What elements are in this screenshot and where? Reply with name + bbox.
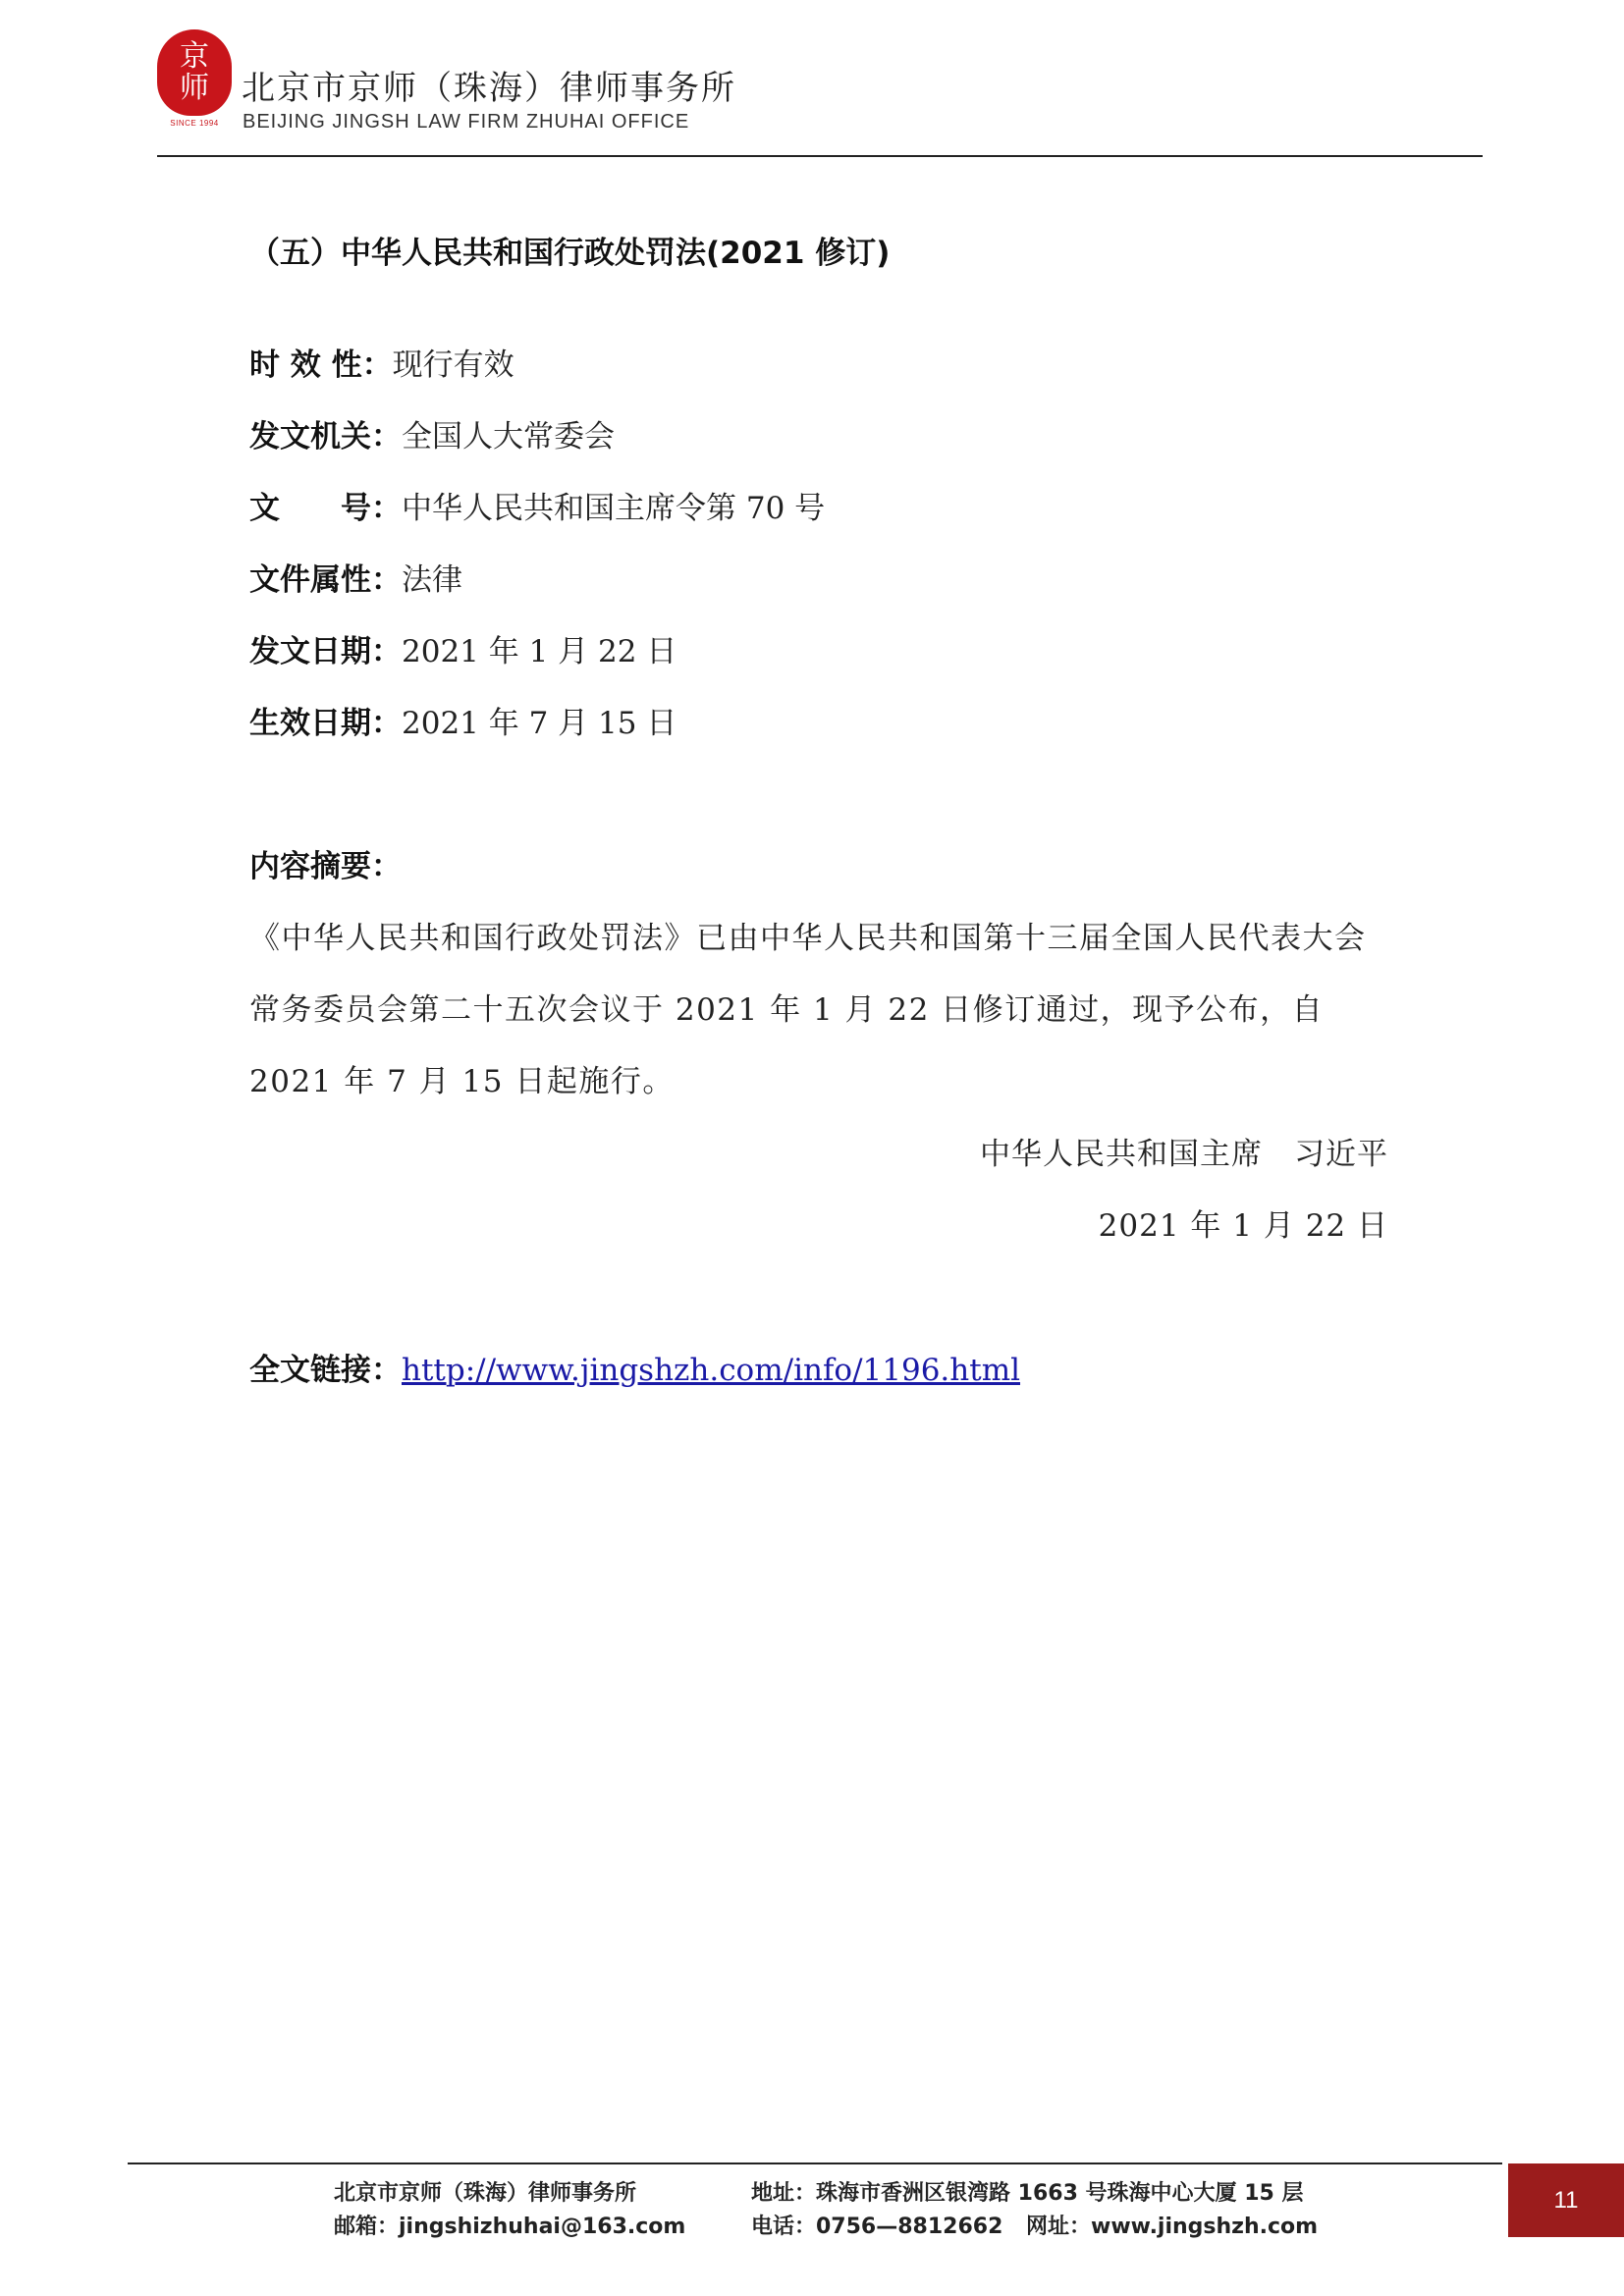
meta-value: 2021 年 1 月 22 日 [402, 634, 677, 669]
logo-char-1: 京 [180, 39, 209, 74]
firm-logo [157, 29, 232, 116]
summary-signer: 中华人民共和国主席 习近平 [980, 1137, 1388, 1172]
meta-label: 发文机关： [249, 419, 402, 454]
meta-row-issue-date [249, 626, 677, 670]
link-label: 全文链接： [249, 1353, 402, 1388]
page-number: 11 [1508, 2163, 1624, 2237]
summary-date: 2021 年 1 月 22 日 [1098, 1208, 1388, 1244]
footer-address: 地址：珠海市香洲区银湾路 1663 号珠海中心大厦 15 层 [751, 2181, 1304, 2206]
full-text-link-row [249, 1345, 1020, 1389]
footer-divider [128, 2163, 1502, 2164]
header-divider [157, 155, 1483, 157]
meta-row-doc-type [249, 555, 462, 599]
meta-row-issuer [249, 411, 615, 455]
meta-label: 文件属性： [249, 562, 402, 598]
firm-name-en: BEIJING JINGSH LAW FIRM ZHUHAI OFFICE [243, 111, 690, 133]
meta-value: 中华人民共和国主席令第 70 号 [402, 491, 826, 526]
section-title: （五）中华人民共和国行政处罚法(2021 修订) [249, 236, 891, 271]
logo-char-2: 师 [180, 71, 209, 105]
meta-label: 生效日期： [249, 706, 402, 741]
summary-text: 《中华人民共和国行政处罚法》已由中华人民共和国第十三届全国人民代表大会常务委员会第二十五次会议于 2021 年 1 月 22 日修订通过，现予公布，自 2021 年 7 月 15 日起施行。 [249, 921, 1367, 1099]
footer-website: 网址：www.jingshzh.com [1026, 2215, 1319, 2239]
meta-row-effective-date [249, 698, 677, 742]
footer-firm: 北京市京师（珠海）律师事务所 [334, 2181, 637, 2206]
summary-title: 内容摘要： [249, 849, 402, 884]
meta-row-validity [249, 340, 514, 384]
meta-row-doc-number [249, 483, 825, 527]
meta-label: 时 效 性： [249, 347, 393, 383]
logo-since: SINCE 1994 [170, 119, 219, 128]
meta-label: 发文日期： [249, 634, 402, 669]
full-text-link[interactable]: http://www.jingshzh.com/info/1196.html [402, 1353, 1021, 1388]
meta-value: 2021 年 7 月 15 日 [402, 706, 677, 741]
firm-name-cn: 北京市京师（珠海）律师事务所 [242, 69, 736, 108]
footer-email: 邮箱：jingshizhuhai@163.com [334, 2215, 686, 2239]
meta-value: 现行有效 [392, 347, 514, 383]
meta-value: 全国人大常委会 [402, 419, 615, 454]
meta-value: 法律 [402, 562, 462, 598]
meta-label: 文 号： [249, 491, 402, 526]
footer-phone: 电话：0756—8812662 [751, 2215, 1003, 2239]
